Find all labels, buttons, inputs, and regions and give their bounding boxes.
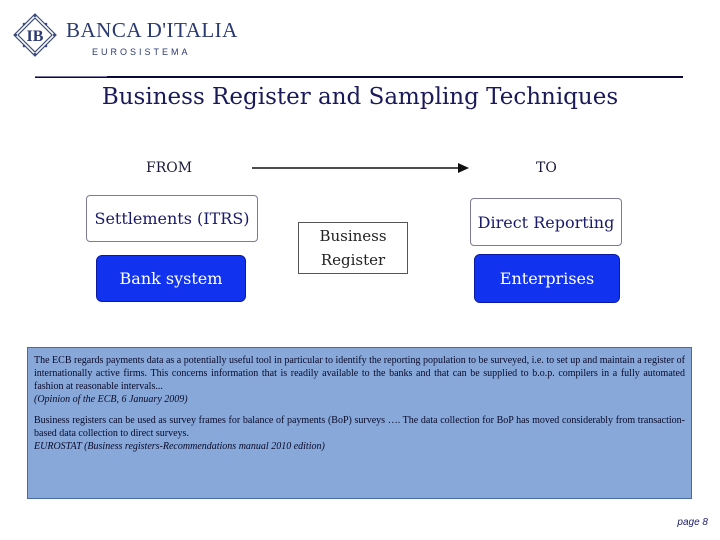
ecb-quote-source: (Opinion of the ECB, 6 January 2009) — [34, 394, 188, 405]
business-register-label-line1: Business — [319, 227, 387, 245]
settlements-itrs-label: Settlements (ITRS) — [94, 209, 250, 228]
enterprises-box — [474, 254, 620, 303]
enterprises-label: Enterprises — [499, 269, 595, 288]
eurostat-quote-source: EUROSTAT (Business registers-Recommendations manual 2010 edition) — [34, 441, 325, 452]
page-title: Business Register and Sampling Techniques — [101, 84, 619, 110]
to-label: TO — [536, 160, 557, 176]
from-label: FROM — [146, 160, 193, 176]
business-register-label-line2: Register — [320, 251, 386, 269]
svg-text:IB: IB — [26, 28, 44, 45]
page-number: page 8 — [677, 517, 708, 528]
business-register-box — [298, 222, 408, 274]
bank-system-box — [96, 255, 246, 302]
bank-of-italy-logo-icon — [12, 12, 58, 58]
eurostat-quote: Business registers can be used as survey frames for balance of payments (BoP) surveys …. The data collection for BoP has moved considerably from transaction-based data collection to direct surveys. — [34, 415, 685, 439]
settlements-itrs-box — [86, 195, 258, 242]
ecb-quote: The ECB regards payments data as a potentially useful tool in particular to identify the reporting population to be surveyed, i.e. to set up and maintain a register of internationally active firms. This concerns information that is readily available to the banks and that can be supplied to b.o.p. compilers in a fully automated fashion at reasonable intervals... — [34, 355, 685, 392]
right-arrow-icon — [252, 162, 470, 174]
bank-system-label: Bank system — [119, 269, 223, 288]
header-divider — [35, 76, 683, 78]
brand-name: BANCA D'ITALIA — [66, 18, 238, 42]
quote-panel — [27, 347, 692, 499]
direct-reporting-label: Direct Reporting — [477, 212, 615, 232]
brand-subtitle: EUROSISTEMA — [92, 47, 191, 57]
direct-reporting-box — [470, 198, 622, 246]
